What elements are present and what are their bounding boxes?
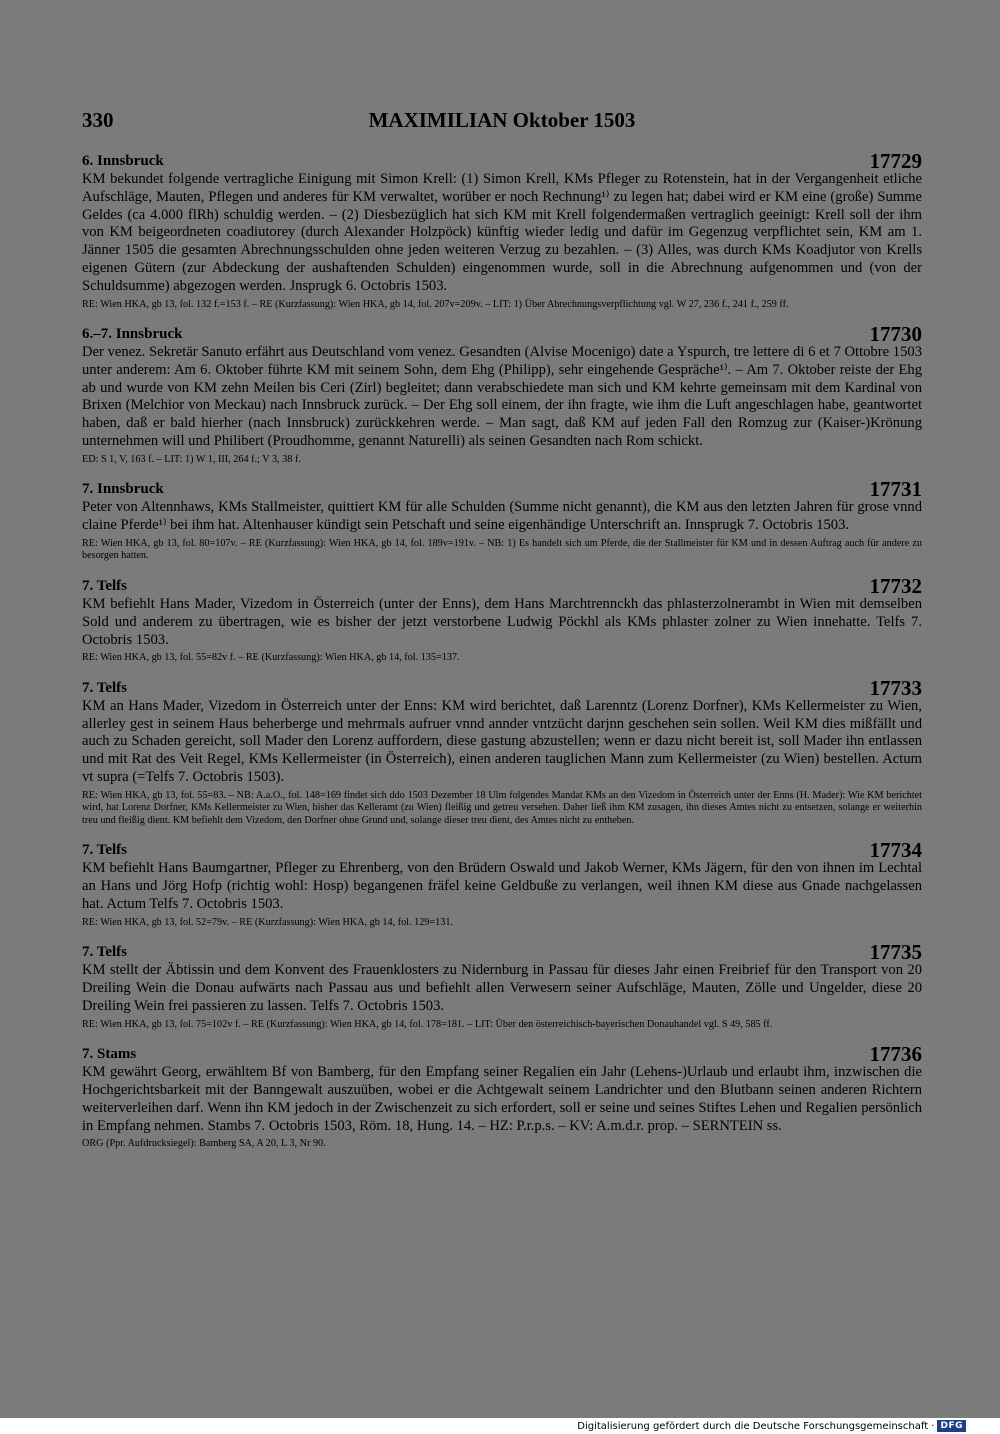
entry-number: 17731 bbox=[869, 477, 922, 502]
page-header bbox=[82, 108, 922, 138]
entry-head bbox=[82, 322, 922, 347]
entry-place: 7. Telfs bbox=[82, 842, 128, 859]
running-title: MAXIMILIAN Oktober 1503 bbox=[368, 108, 636, 132]
entry-head bbox=[82, 1042, 922, 1067]
entry-text: Peter von Altennhaws, KMs Stallmeister, quittiert KM für alle Schulden (Summe nicht genannt), die KM aus den letzten Jahren für grose vnnd claine Pferde¹⁾ bei ihm hat. Altenhauser kündigt sein Petschaft und seine eigenhändige Unterschrift an. Innsprugk 7. Octobris 1503. bbox=[82, 499, 922, 534]
entry-place: 7. Telfs bbox=[82, 679, 128, 696]
entry-text: KM an Hans Mader, Vizedom in Österreich unter der Enns: KM wird berichtet, daß Larenntz (Lorenz Dorfner), KMs Kellermeister zu Wien, allerley gest in seinem Haus beherberge und mehrmals aufruer vnnd annder vntzücht darjnn geschehen sein sollen. Weil KM dies mißfällt und auch zu Schaden gereicht, soll Mader den Lorenz auffordern, diese gastung abzustellen; wenn er dazu nicht bereit ist, soll Mader ihn entlassen und mit Rat des Veit Regel, KMs Kellermeister (in Österreich), einen anderen tauglichen Mann zum Kellermeister (zu Wien) bestellen. Actum vt supra (=Telfs 7. Octobris 1503). bbox=[82, 697, 922, 786]
entry-number: 17733 bbox=[869, 675, 922, 700]
entry-text: KM befiehlt Hans Baumgartner, Pfleger zu Ehrenberg, von den Brüdern Oswald und Jakob Werner, KMs Jägern, für den von ihnen im Lechtal an Hans und Jörg Hofp (richtig wohl: Hosp) begangenen fräfel keine Geldbuße zu verlangen, weil ihnen KM diese aus Gnade nachgelassen hat. Actum Telfs 7. Octobris 1503. bbox=[82, 860, 922, 912]
regest-entry bbox=[82, 1042, 922, 1151]
entry-text: KM stellt der Äbtissin und dem Konvent des Frauenklosters zu Nidernburg in Passau für dieses Jahr einen Freibrief für den Transport von 20 Dreiling Wein die Donau aufwärts nach Passau aus und befiehlt allen Verwesern seiner Aufschläge, Mauten, Zölle und Ungelder, diese 20 Dreiling Wein frei passieren zu lassen. Telfs 7. Octobris 1503. bbox=[82, 962, 922, 1014]
regest-entry bbox=[82, 477, 922, 563]
entry-text: Der venez. Sekretär Sanuto erfährt aus Deutschland vom venez. Gesandten (Alvise Mocenigo) date a Yspurch, tre lettere di 6 et 7 Ottobre 1503 unter anderem: Am 6. Oktober führte KM mit seinem Sohn, dem Ehg (Philipp), sehr eingehende Gespräche¹⁾. – Am 7. Oktober reiste der Ehg ab und wurde von KM zehn Meilen bis Ceri (Zirl) begleitet; dann verabschiedete man sich und KM kehrte gemeinsam mit dem Kardinal von Brixen (Melchior von Meckau) nach Innsbruck zurück. – Der Ehg soll einem, der ihn fragte, wie ihm die Luft angeschlagen habe, geantwortet haben, daß er bald hierher (nach Innsbruck) zurückkehren werde. – Man sagt, daß KM auf jeden Fall den Romzug zur (Kaiser-)Krönung unternehmen will und Philibert (Proudhomme, genannt Naturelli) als seinen Gesandten nach Rom schickt. bbox=[82, 344, 922, 450]
regest-entry bbox=[82, 675, 922, 827]
entry-place: 7. Innsbruck bbox=[82, 481, 164, 498]
entry-place: 6. Innsbruck bbox=[82, 153, 164, 169]
page-content bbox=[82, 108, 922, 1151]
entry-head bbox=[82, 940, 922, 965]
entry-reference: ED: S 1, V, 163 f. – LIT: 1) W 1, III, 264 f.; V 3, 38 f. bbox=[82, 453, 301, 465]
footer-text: Digitalisierung gefördert durch die Deutsche Forschungsgemeinschaft · bbox=[577, 1420, 935, 1432]
entry-number: 17730 bbox=[869, 322, 922, 347]
footer-credit bbox=[577, 1418, 966, 1434]
page-number: 330 bbox=[82, 108, 114, 132]
entry-place: 6.–7. Innsbruck bbox=[82, 326, 183, 343]
entry-place: 7. Telfs bbox=[82, 944, 128, 961]
regest-entry bbox=[82, 940, 922, 1031]
entry-reference: RE: Wien HKA, gb 13, fol. 52=79v. – RE (Kurzfassung): Wien HKA, gb 14, fol. 129=131. bbox=[82, 916, 453, 928]
entry-text: KM befiehlt Hans Mader, Vizedom in Österreich (unter der Enns), dem Hans Marchtrennckh das phlasterzolnerambt in Wien mit demselben Sold und anderem zu übertragen, wie es bisher der jetzt verstorbene Ludwig Pöckhl als KMs phlaster zolner zu Wien innehatte. Telfs 7. Octobris 1503. bbox=[82, 595, 922, 648]
entry-number: 17732 bbox=[869, 573, 922, 598]
entry-place: 7. Stams bbox=[82, 1046, 137, 1063]
entry-head bbox=[82, 675, 922, 700]
regest-entry bbox=[82, 838, 922, 929]
entry-number: 17735 bbox=[869, 940, 922, 965]
entry-reference: RE: Wien HKA, gb 13, fol. 75=102v f. – RE (Kurzfassung): Wien HKA, gb 14, fol. 178=181. – LIT: Über den österreichisch-bayerischen Donauhandel vgl. S 49, 585 ff. bbox=[82, 1018, 773, 1030]
entry-head bbox=[82, 477, 922, 502]
entry-head bbox=[82, 149, 922, 173]
entry-reference: ORG (Ppr. Aufdrucksiegel): Bamberg SA, A 20, L 3, Nr 90. bbox=[82, 1138, 326, 1150]
regest-entry bbox=[82, 322, 922, 466]
dfg-logo: DFG bbox=[937, 1420, 966, 1432]
entry-reference: RE: Wien HKA, gb 13, fol. 55=83. – NB: A.a.O., fol. 148=169 findet sich ddo 1503 Dezember 18 Ulm folgendes Mandat KMs an den Vizedom in Österreich unter der Enns (H. Mader): Wie KM berichtet wird, hat Lorenz Dorfner, KMs Kellermeister zu Wien, bisher das Kelleramt (zu Wien) fleißig und getreu versehen. Daher ließ ihm KM zusagen, ihn dieses Amtes nicht zu entsetzen, solange er weiterhin treu und fleißig dient. KM befiehlt dem Vizedom, den Dorfner ohne Grund und, solange dieser treu dient, des Amtes nicht zu entheben. bbox=[82, 789, 922, 826]
entry-reference: RE: Wien HKA, gb 13, fol. 132 f.=153 f. – RE (Kurzfassung): Wien HKA, gb 14, fol. 207v=209v. – LIT: 1) Über Abrechnungsverpflichtung vgl. W 27, 236 f., 241 f., 259 ff. bbox=[82, 298, 789, 310]
regest-entry bbox=[82, 149, 922, 311]
regest-entry bbox=[82, 573, 922, 665]
entry-head bbox=[82, 573, 922, 598]
entry-reference: RE: Wien HKA, gb 13, fol. 80=107v. – RE (Kurzfassung): Wien HKA, gb 14, fol. 189v=191v. – NB: 1) Es handelt sich um Pferde, die der Stallmeister für KM und in dessen Auftrag auch für andere zu besorgen hatten. bbox=[82, 537, 922, 562]
entry-reference: RE: Wien HKA, gb 13, fol. 55=82v f. – RE (Kurzfassung): Wien HKA, gb 14, fol. 135=137. bbox=[82, 652, 460, 664]
entry-number: 17736 bbox=[869, 1042, 922, 1067]
entry-head bbox=[82, 838, 922, 863]
entry-number: 17734 bbox=[869, 838, 922, 863]
entry-place: 7. Telfs bbox=[82, 577, 128, 594]
entry-text: KM bekundet folgende vertragliche Einigung mit Simon Krell: (1) Simon Krell, KMs Pfleger zu Rotenstein, hat in der Vergangenheit etliche Aufschläge, Mauten, Pflegen und anderes für KM verwaltet, worüber er noch Rechnung¹⁾ zu legen hat; dabei wird er KM eine (große) Summe Geldes (ca 4.000 flRh) schuldig werden. – (2) Diesbezüglich hat sich KM mit Krell folgendermaßen vertraglich geeinigt: Krell soll der ihm von KM beigeordneten coadiutorey (durch Alexander Holzpöck) künftig wieder ledig und dafür im Gegenzug verpflichtet sein, KM am 1. Jänner 1505 die gesamten Abrechnungsschulden ohne jeden weiteren Verzug zu bezahlen. – (3) Alles, was durch KMs Koadjutor von Krells eigenen Gütern (zur Abdeckung der aushaftenden Schulden) eingenommen wurde, soll in die Abrechnung aufgenommen und (von der Schuldsumme) abgezogen werden. Jnsprugk 6. Octobris 1503. bbox=[82, 171, 922, 294]
entries-list bbox=[82, 149, 922, 1151]
entry-text: KM gewährt Georg, erwähltem Bf von Bamberg, für den Empfang seiner Regalien ein Jahr (Lehens-)Urlaub und erlaubt ihm, inzwischen die Hochgerichtsbarkeit mit der Banngewalt auszuüben, wobei er die Achtgewalt seinem Landrichter und den Blutbann seinen anderen Richtern weiterverleihen darf. Wenn ihn KM jedoch in der Zwischenzeit zu sich erfordert, soll er seine und seines Stiftes Lehen und Regalien persönlich in Empfang nehmen. Stambs 7. Octobris 1503, Röm. 18, Hung. 14. – HZ: P.r.p.s. – KV: A.m.d.r. prop. – SERNTEIN ss. bbox=[82, 1064, 922, 1134]
entry-number: 17729 bbox=[869, 149, 922, 173]
